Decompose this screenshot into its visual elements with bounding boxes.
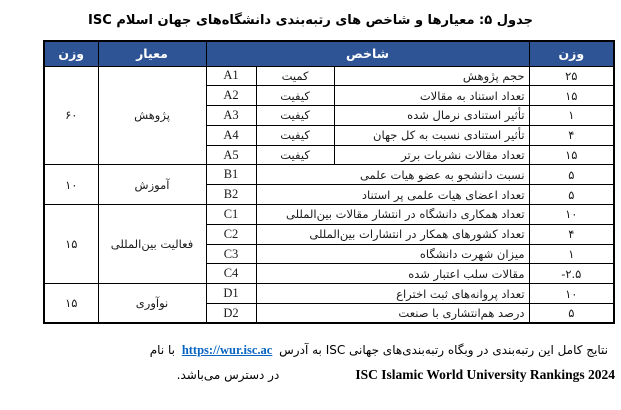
header-indicator: شاخص [206, 41, 529, 66]
row-weight: -۲.۵ [529, 264, 614, 284]
indicator-code: A1 [206, 66, 256, 86]
row-weight: ۱۵ [529, 145, 614, 165]
table-row [44, 66, 614, 86]
criterion-weight: ۱۰ [44, 165, 98, 205]
rankings-criteria-table [43, 40, 615, 324]
indicator-name: تعداد همکاری دانشگاه در انتشار مقالات بین‌المللی [256, 205, 529, 225]
indicator-code: A4 [206, 125, 256, 145]
row-weight: ۱۰ [529, 205, 614, 225]
footer-text-after-link: با نام [149, 343, 175, 357]
criterion-name: پژوهش [98, 66, 206, 165]
indicator-code: C3 [206, 244, 256, 264]
indicator-type: کیفیت [256, 86, 334, 106]
footer-text-before-link: نتایج کامل این رتبه‌بندی در وبگاه رتبه‌بندی‌های جهانی ISC به آدرس [279, 343, 608, 357]
footer-line-1 [150, 343, 608, 358]
row-weight: ۵ [529, 185, 614, 205]
row-weight: ۱۵ [529, 86, 614, 106]
indicator-code: D1 [206, 284, 256, 304]
indicator-name: تعداد اعضای هیات علمی پر استناد [256, 185, 529, 205]
indicator-name: حجم پژوهش [334, 66, 529, 86]
indicator-name: میزان شهرت دانشگاه [256, 244, 529, 264]
ranking-name-english: ISC Islamic World University Rankings 2024 [355, 367, 615, 382]
row-weight: ۲۵ [529, 66, 614, 86]
indicator-code: A2 [206, 86, 256, 106]
indicator-name: نسبت دانشجو به عضو هیات علمی [256, 165, 529, 185]
criterion-name: فعالیت بین‌المللی [98, 205, 206, 284]
table-row [44, 165, 614, 185]
indicator-code: D2 [206, 304, 256, 324]
table-caption: جدول ۵: معیارها و شاخص های رتبه‌بندی دانشگاه‌های جهان اسلام ISC [88, 13, 533, 28]
indicator-code: B2 [206, 185, 256, 205]
indicator-code: C2 [206, 224, 256, 244]
indicator-code: C1 [206, 205, 256, 225]
indicator-code: C4 [206, 264, 256, 284]
indicator-code: A3 [206, 106, 256, 126]
criterion-name: نوآوری [98, 284, 206, 324]
indicator-name: تعداد استناد به مقالات [334, 86, 529, 106]
header-criterion: معیار [98, 41, 206, 66]
row-weight: ۱ [529, 106, 614, 126]
row-weight: ۵ [529, 304, 614, 324]
criterion-weight: ۶۰ [44, 66, 98, 165]
table-row [44, 284, 614, 304]
table-header-row [44, 41, 614, 66]
criterion-name: آموزش [98, 165, 206, 205]
indicator-type: کیفیت [256, 106, 334, 126]
rankings-website-link[interactable]: https://wur.isc.ac [181, 343, 273, 357]
indicator-name: مقالات سلب اعتبار شده [256, 264, 529, 284]
row-weight: ۱۰ [529, 284, 614, 304]
header-weight-right: وزن [529, 41, 614, 66]
row-weight: ۴ [529, 125, 614, 145]
footer-line-2 [177, 367, 615, 383]
indicator-type: کیفیت [256, 125, 334, 145]
indicator-code: B1 [206, 165, 256, 185]
row-weight: ۴ [529, 224, 614, 244]
table-row [44, 205, 614, 225]
indicator-type: کمیت [256, 66, 334, 86]
indicator-name: تأثیر استنادی نرمال شده [334, 106, 529, 126]
indicator-type: کیفیت [256, 145, 334, 165]
indicator-name: تأثیر استنادی نسبت به کل جهان [334, 125, 529, 145]
criterion-weight: ۱۵ [44, 284, 98, 324]
criterion-weight: ۱۵ [44, 205, 98, 284]
indicator-name: تعداد کشورهای همکار در انتشارات بین‌المللی [256, 224, 529, 244]
row-weight: ۱ [529, 244, 614, 264]
header-weight-left: وزن [44, 41, 98, 66]
indicator-code: A5 [206, 145, 256, 165]
footer-text-available: در دسترس می‌باشد. [176, 368, 280, 382]
indicator-name: تعداد مقالات نشریات برتر [334, 145, 529, 165]
indicator-name: درصد هم‌انتشاری با صنعت [256, 304, 529, 324]
indicator-name: تعداد پروانه‌های ثبت اختراع [256, 284, 529, 304]
row-weight: ۵ [529, 165, 614, 185]
